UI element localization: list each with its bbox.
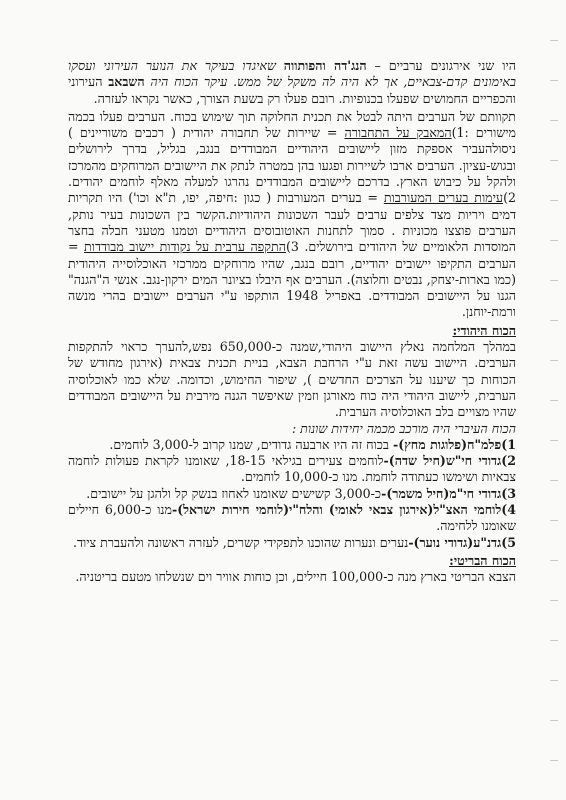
plan-underline-transport: המאבק על התחבורה <box>344 125 452 141</box>
unit-item-hish <box>68 453 516 486</box>
plan-text: = בערים המעורבות ( כגון :חיפה, יפו, ת"א וכו') היו תקריות דמים ויריות מצד צלפים ערבים לעבר השכונות היהודיות.הקשר בין השכונות בעיר נותק, הערבים פוצצו מכוניות . סמוך לתחנות האוטובוסים היהודיים וטמנו מטעני חבלה בחצר המוסדות הלאומיים של היהודים בירושלים. 3) <box>68 190 516 255</box>
units-intro: הכוח העיברי היה מורכב מכמה יחידות שונות : <box>291 420 516 436</box>
intro-text: שאיגדו בעיקר את הנוער העירוני ועסקו באימונים קדם-צבאיים, אך לא היה לה משקל של ממש. עיקר הכוח היה <box>68 58 516 90</box>
unit-title: 1)פלמ"ח(פלוגות מחץ)- <box>393 436 516 452</box>
british-force-paragraph: הצבא הבריטי בארץ מנה כ-100,000 חיילים, וכן כוחות אוויר וים שנשלחו מטעם בריטניה. <box>75 569 516 585</box>
plan-text: = הערבים התקיפו יישובים יהודיים, רובם בנגב, שהיו מרוחקים ממרכזי האוכלוסייה היהודית (כמו בארות-יצחק, נבטים וחלוצה). הערבים אף היבלו בציונר המים ירקון-נגב. אנשי ה"הגנה" הגנו על היישובים המבודדים. באפריל 1948 הותקפו ע"י הערבים יישובים בהרי מנשה ורמת-יוחנן. <box>68 239 517 320</box>
plan-underline-isolated-settlements: התקפה ערבית על נקודות יישוב מבודדות <box>84 239 286 255</box>
unit-title: 3)גדודי חי"מ(חיל משמר)- <box>381 485 516 501</box>
intro-text: העירוני והכפריים החמושים שפעלו בכנופיות. רובם פעלו רק בשעת הצורך, כאשר נקראו לעזרה. <box>68 74 516 106</box>
plan-text: תקוותם של הערבים היתה לבטל את תכנית החלוקה תוך שימוש בכוח. הערבים פעלו בכמה מישורים :1) <box>68 108 517 141</box>
unit-text: מנו כ-6,000 חיילים שאומנו ללחימה. <box>68 502 516 534</box>
document-body <box>68 58 516 586</box>
unit-title: 4)לוחמי האצ"ל(אירגון צבאי לאומי) והלח"י(לוחמי חירות ישראל)- <box>171 502 516 518</box>
intro-paragraph <box>68 58 516 107</box>
unit-item-gadna <box>68 535 516 551</box>
jewish-force-heading: הכוח היהודי: <box>452 322 516 338</box>
unit-text: לוחמים צעירים בגילאי 18-15, שאומנו לקראת פעולות לוחמה צבאיות ושימשו כעתודה לוחמת. מנו כ-10,000 לוחמים. <box>68 453 516 485</box>
unit-text: כ-3,000 קשישים שאומנו לאחוז בנשק קל ולהגן על יישובים. <box>86 485 382 501</box>
arab-plan-paragraph <box>68 109 516 321</box>
margin-ruler <box>548 40 558 780</box>
unit-item-palmach <box>68 437 516 453</box>
unit-title: 5)גדנ"ע(גדודי נוער)- <box>408 534 516 550</box>
unit-item-etzel-lehi <box>68 502 516 535</box>
intro-bold-shabab: השבאב <box>108 74 145 90</box>
unit-text: בכוח זה היו ארבעה גדודים, שמנו קרוב ל-3,000 לוחמים. <box>109 436 394 452</box>
intro-bold-organizations: הנג'דה והפותווה <box>283 58 367 73</box>
jewish-force-paragraph: במהלך המלחמה נאלץ היישוב היהודי,שמנה כ-650,000 נפש,להערך כראוי להתקפות הערבים. היישוב עשה זאת ע"י הרחבת הצבא, בניית תכנית צבאית (אירגון מחודש של הכוחות כך שיענו על הצרכים החדשים ), שיפור החימוש, וכדומה. שלא כמו לאוכלוסיה הערבית, ליישוב היהודי היה כוח מאורגן וזמין שאיפשר הגנה מירבית על היישובים המבודדים שהיו מצויים בלב האוכלוסיה הערבית. <box>68 339 516 420</box>
british-force-heading: הכוח הבריטי: <box>449 552 516 568</box>
plan-underline-mixed-cities: עימות בערים המעורבות <box>383 190 504 206</box>
unit-text: נערים ונערות שהוכנו לתפקידי קשרים, לעזרה ראשונה ולהעברת ציוד. <box>72 534 409 550</box>
unit-title: 2)גדודי חי"ש(חיל שדה)- <box>383 453 516 469</box>
unit-item-him <box>68 486 516 502</box>
intro-text: היו שני אירגונים ערביים – <box>366 58 516 73</box>
plan-text: = שיירות של תחבורה יהודית ( רכבים משוריינים ) ניסולהעביר אספקת מזון ליישובים היהודיים המבודדים בנגב, בגליל, בדרך לירושלים ובגוש-עציון. הערבים ארבו לשיירות ופגעו בהן במטרה לנתק את היישובים המרוחקים מהמרכז ולהקל על כיבוש הארץ. בדרכם ליישובים המבודדים נהרגו למעלה מאלף לוחמים יהודים. 2) <box>68 125 516 206</box>
